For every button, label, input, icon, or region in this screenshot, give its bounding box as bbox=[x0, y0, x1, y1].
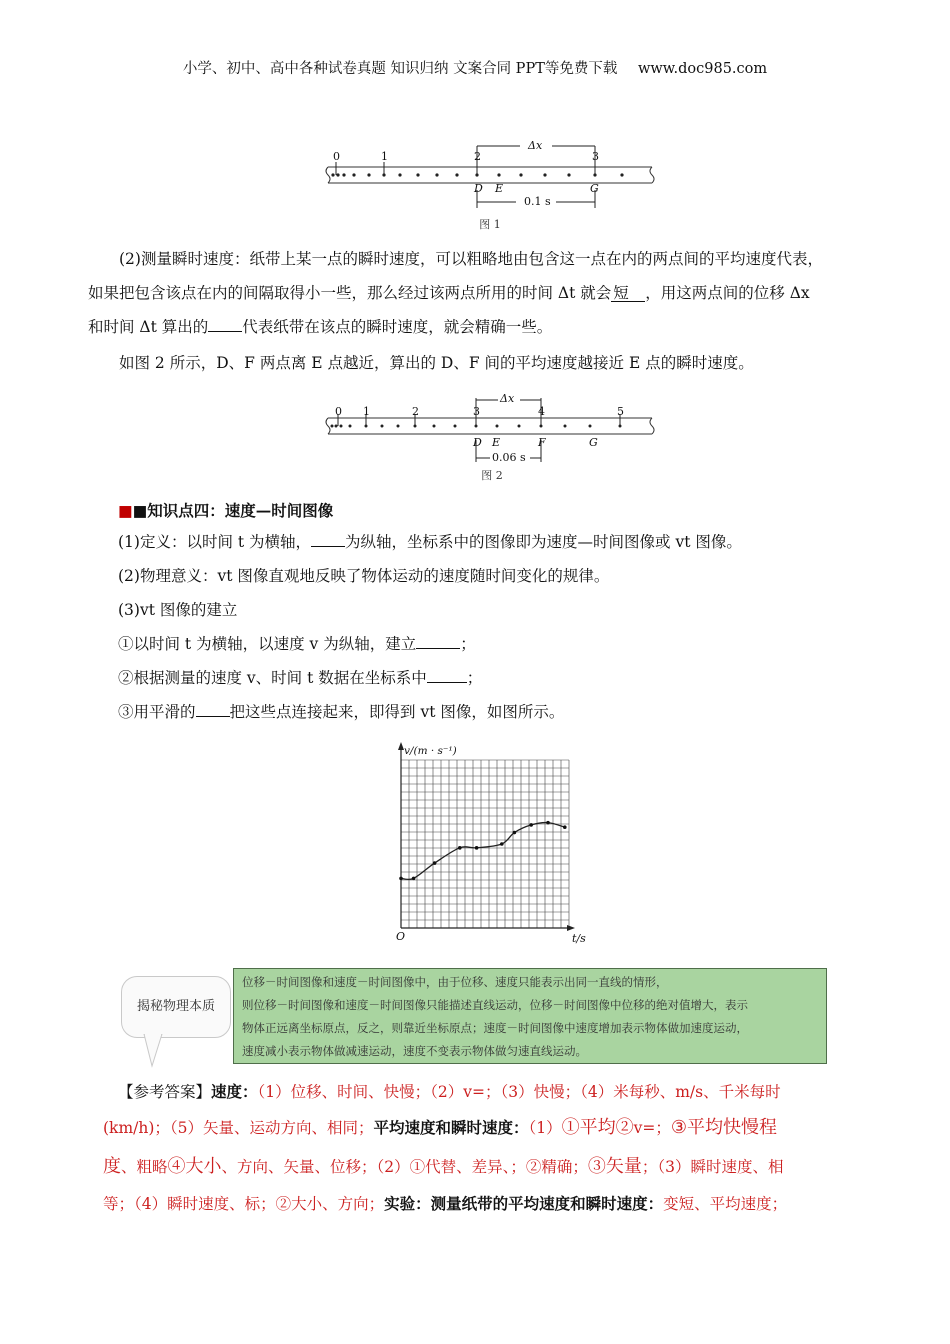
para-instant-velocity-3 bbox=[88, 310, 888, 344]
para-instant-velocity-1: (2)测量瞬时速度：纸带上某一点的瞬时速度，可以粗略地由包含这一点在内的两点间的平均速度代表， bbox=[119, 250, 823, 268]
answer-s2k: 等；（4）瞬时速度、标；②大小、方向； bbox=[103, 1195, 385, 1213]
data-point bbox=[412, 877, 416, 881]
note-line: 物体正远离坐标原点，反之，则靠近坐标原点；速度－时间图像中速度增加表示物体做加速度运动， bbox=[242, 1021, 748, 1035]
answer-s1b: (km/h)；（5）矢量、运动方向、相同； bbox=[103, 1119, 374, 1137]
answer-s3: 变短、平均速度； bbox=[663, 1195, 788, 1213]
answer-s2i: ③矢量 bbox=[587, 1156, 642, 1177]
section-title: ■■知识点四：速度—时间图像 bbox=[118, 501, 334, 520]
section4-definition bbox=[118, 525, 898, 559]
blank bbox=[427, 682, 467, 683]
para-text: 如果把包含该点在内的间隔取得小一些，那么经过该两点所用的时间 Δt 就会 bbox=[88, 284, 612, 302]
section4-step2 bbox=[118, 661, 898, 695]
section4-step1 bbox=[118, 627, 898, 661]
answer-s2d: ③平均快慢程 bbox=[670, 1117, 778, 1138]
para-text: ； bbox=[466, 669, 483, 687]
note-line: 则位移－时间图像和速度－时间图像只能描述直线运动，位移－时间图像中位移的绝对值增大，表示 bbox=[242, 998, 748, 1012]
fig1-label-g: G bbox=[590, 182, 599, 195]
answer-s2-title: 平均速度和瞬时速度： bbox=[373, 1118, 529, 1137]
section4-meaning: (2)物理意义：vt 图像直观地反映了物体运动的速度随时间变化的规律。 bbox=[118, 567, 610, 585]
fig1-caption: 图 1 bbox=[479, 218, 501, 231]
data-point bbox=[475, 846, 479, 850]
para-text: 和时间 Δt 算出的 bbox=[88, 318, 209, 336]
data-point bbox=[500, 842, 504, 846]
para-text: ； bbox=[460, 635, 476, 653]
data-point bbox=[563, 825, 567, 829]
chart-xlabel: t/s bbox=[572, 932, 586, 945]
fig1-tick-0: 0 bbox=[333, 150, 340, 163]
fig2-tick-4: 4 bbox=[538, 405, 545, 418]
fig1-delta-x: Δx bbox=[528, 139, 543, 152]
para-text: 把这些点连接起来，即得到 vt 图像，如图所示。 bbox=[229, 703, 565, 721]
answer-s2f: 、粗略 bbox=[121, 1158, 168, 1176]
page-header bbox=[0, 57, 950, 78]
fig1-tick-2: 2 bbox=[474, 150, 481, 163]
chart-origin: O bbox=[396, 930, 406, 943]
para-text: (1)定义：以时间 t 为横轴， bbox=[118, 533, 312, 551]
answer-line-1 bbox=[118, 1073, 898, 1111]
bubble-tail bbox=[140, 1034, 170, 1070]
answer-s3-title: 实验：测量纸带的平均速度和瞬时速度： bbox=[384, 1194, 664, 1213]
answer-line-4 bbox=[103, 1185, 903, 1223]
fig2-tick-5: 5 bbox=[617, 405, 624, 418]
para-instant-velocity-2 bbox=[88, 276, 888, 310]
answer-label: 【参考答案】 bbox=[118, 1083, 212, 1101]
answer-s1: （1）位移、时间、快慢；（2）v=；（3）快慢；（4）米每秒、m/s、千米每时 bbox=[257, 1083, 781, 1101]
blank bbox=[416, 648, 460, 649]
vt-chart bbox=[385, 740, 595, 950]
para-text: ②根据测量的速度 v、时间 t 数据在坐标系中 bbox=[118, 669, 427, 687]
answer-s1-title: 速度： bbox=[211, 1082, 258, 1101]
header-url[interactable]: www.doc985.com bbox=[637, 61, 768, 77]
answer-s2g: ④大小 bbox=[167, 1156, 222, 1177]
fig2-label-d: D bbox=[473, 436, 482, 449]
fig1-time: 0.1 s bbox=[524, 195, 551, 208]
blank-short: 短 bbox=[611, 285, 645, 302]
para-text: 代表纸带在该点的瞬时速度，就会精确一些。 bbox=[242, 318, 553, 336]
vt-curve bbox=[401, 823, 565, 880]
fig1-tick-1: 1 bbox=[381, 150, 388, 163]
answer-s2h: 、方向、矢量、位移；（2）①代替、差异、；②精确； bbox=[221, 1158, 588, 1176]
fig1-label-e: E bbox=[495, 182, 504, 195]
fig2-time: 0.06 s bbox=[492, 451, 526, 464]
para-text: ，用这两点间的位移 Δx bbox=[645, 284, 810, 302]
answer-s2c: v=； bbox=[633, 1119, 671, 1137]
answer-s2a: （1） bbox=[528, 1119, 562, 1137]
data-point bbox=[458, 846, 462, 850]
data-point bbox=[433, 861, 437, 865]
answer-line-3 bbox=[103, 1148, 903, 1186]
answer-line-2 bbox=[103, 1109, 903, 1147]
fig2-tick-3: 3 bbox=[473, 405, 480, 418]
fig2-tick-1: 1 bbox=[363, 405, 370, 418]
answer-s2e: 度 bbox=[103, 1156, 121, 1177]
para-figure2-description: 如图 2 所示，D、F 两点离 E 点越近，算出的 D、F 间的平均速度越接近 E 点的瞬时速度。 bbox=[119, 354, 754, 372]
fig2-delta-x: Δx bbox=[500, 392, 515, 405]
section-title-text: ■知识点四：速度—时间图像 bbox=[132, 501, 334, 520]
para-text: ③用平滑的 bbox=[118, 703, 196, 721]
fig1-label-d: D bbox=[474, 182, 483, 195]
chart-ylabel: v/(m · s⁻¹) bbox=[404, 745, 457, 757]
para-text: 为纵轴，坐标系中的图像即为速度—时间图像或 vt 图像。 bbox=[345, 533, 742, 551]
note-line: 速度减小表示物体做减速运动，速度不变表示物体做匀速直线运动。 bbox=[242, 1044, 587, 1058]
answer-s2j: ；（3）瞬时速度、相 bbox=[641, 1158, 784, 1176]
fig1-tick-3: 3 bbox=[592, 150, 599, 163]
fig2-caption: 图 2 bbox=[481, 469, 503, 482]
x-axis-arrow bbox=[567, 925, 575, 931]
answer-s2b: ①平均② bbox=[561, 1117, 634, 1138]
data-point bbox=[546, 821, 550, 825]
insight-bubble: 揭秘物理本质 bbox=[121, 976, 231, 1038]
note-line: 位移－时间图像和速度－时间图像中，由于位移、速度只能表示出同一直线的情形， bbox=[242, 975, 668, 989]
data-point bbox=[529, 823, 533, 827]
blank bbox=[208, 331, 242, 332]
fig2-label-g: G bbox=[589, 436, 598, 449]
fig2-label-f: F bbox=[538, 436, 546, 449]
section4-build-title: (3)vt 图像的建立 bbox=[118, 601, 238, 619]
fig2-tick-0: 0 bbox=[335, 405, 342, 418]
para-text: ①以时间 t 为横轴，以速度 v 为纵轴，建立 bbox=[118, 635, 417, 653]
fig2-label-e: E bbox=[492, 436, 501, 449]
header-text: 小学、初中、高中各种试卷真题 知识归纳 文案合同 PPT等免费下载 bbox=[182, 61, 618, 77]
blank bbox=[196, 716, 230, 717]
physics-note-box bbox=[233, 968, 827, 1064]
section4-step3 bbox=[118, 695, 898, 729]
chart-grid bbox=[401, 760, 569, 928]
fig2-tick-2: 2 bbox=[412, 405, 419, 418]
blank bbox=[311, 546, 345, 547]
data-point bbox=[513, 831, 517, 835]
data-point bbox=[399, 877, 403, 881]
